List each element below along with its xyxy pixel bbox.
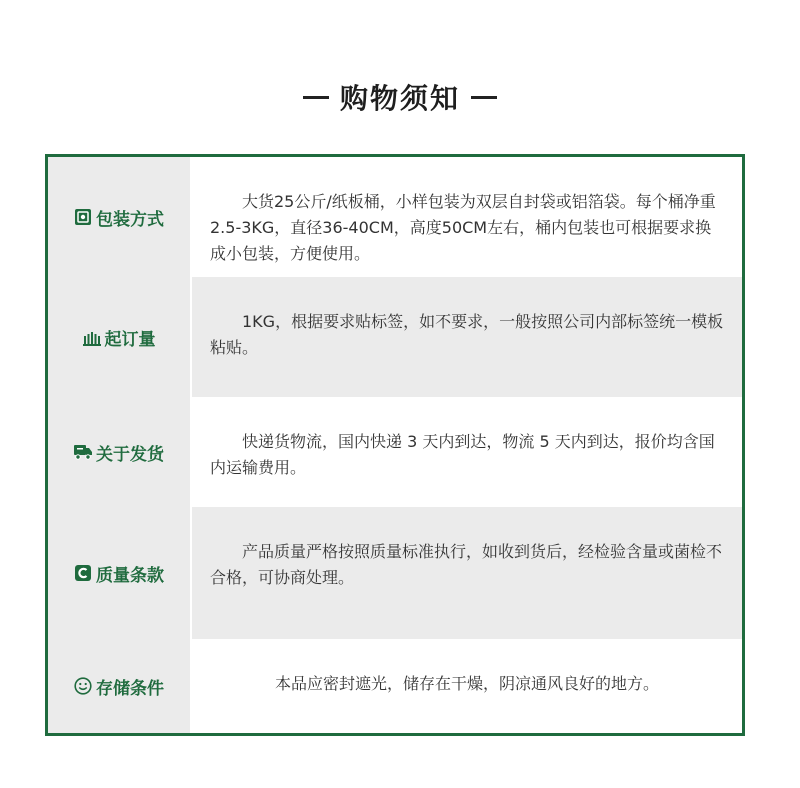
row-content: 产品质量严格按照质量标准执行，如收到货后，经检验含量或菌检不合格，可协商处理。 bbox=[192, 507, 742, 639]
truck-icon bbox=[74, 443, 92, 461]
table-row bbox=[48, 157, 742, 277]
table-row bbox=[48, 639, 742, 733]
section-header bbox=[0, 72, 800, 122]
row-label-text: 存储条件 bbox=[96, 678, 164, 699]
table-row bbox=[48, 277, 742, 397]
row-content: 本品应密封遮光，储存在干燥，阴凉通风良好的地方。 bbox=[192, 639, 742, 733]
smiley-icon bbox=[74, 677, 92, 695]
row-label-text: 包装方式 bbox=[96, 209, 164, 230]
row-content: 1KG，根据要求贴标签，如不要求，一般按照公司内部标签统一模板粘贴。 bbox=[192, 277, 742, 397]
info-table bbox=[45, 154, 745, 736]
row-label-storage bbox=[48, 639, 190, 733]
row-label-text: 质量条款 bbox=[96, 565, 164, 586]
table-row bbox=[48, 507, 742, 639]
bar-chart-icon bbox=[83, 328, 101, 346]
page-title: 购物须知 bbox=[339, 82, 460, 115]
package-icon bbox=[74, 208, 92, 226]
row-label-quality bbox=[48, 507, 190, 639]
table-row bbox=[48, 397, 742, 507]
c-badge-icon bbox=[74, 564, 92, 582]
row-content: 快递货物流，国内快递 3 天内到达，物流 5 天内到达，报价均含国内运输费用。 bbox=[192, 397, 742, 507]
row-label-text: 关于发货 bbox=[96, 444, 164, 465]
title-right-dash bbox=[471, 96, 497, 99]
row-label-text: 起订量 bbox=[104, 329, 156, 350]
row-content: 大货25公斤/纸板桶，小样包装为双层自封袋或铝箔袋。每个桶净重2.5-3KG，直径36-40CM，高度50CM左右，桶内包装也可根据要求换成小包装，方便使用。 bbox=[192, 157, 742, 277]
row-label-moq bbox=[48, 277, 190, 397]
title-left-dash bbox=[303, 96, 329, 99]
row-label-shipping bbox=[48, 397, 190, 507]
row-label-packaging bbox=[48, 157, 190, 277]
